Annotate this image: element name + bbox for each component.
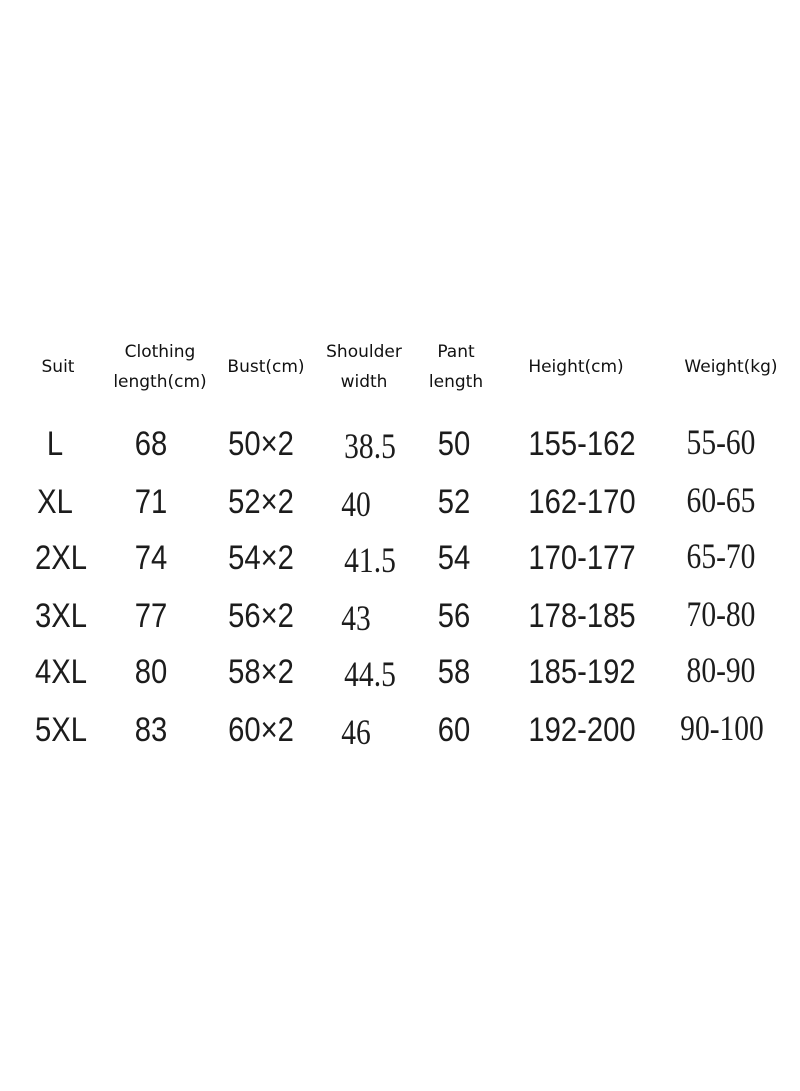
header-shoulder-width-line2: width bbox=[340, 372, 388, 392]
cell-pant-length: 60 bbox=[437, 711, 471, 749]
cell-suit: 2XL bbox=[34, 539, 88, 577]
cell-height: 178-185 bbox=[528, 597, 636, 635]
cell-clothing-length: 83 bbox=[134, 711, 168, 749]
cell-bust: 50×2 bbox=[228, 425, 294, 463]
cell-weight: 55-60 bbox=[686, 422, 756, 462]
cell-clothing-length: 68 bbox=[134, 425, 168, 463]
cell-weight: 65-70 bbox=[686, 536, 756, 576]
cell-suit: 5XL bbox=[34, 711, 88, 749]
cell-bust: 52×2 bbox=[228, 483, 294, 521]
cell-weight: 80-90 bbox=[686, 650, 756, 690]
cell-shoulder-width: 40 bbox=[341, 484, 371, 524]
cell-height: 185-192 bbox=[528, 653, 636, 691]
cell-bust: 60×2 bbox=[228, 711, 294, 749]
header-height-label: Height(cm) bbox=[528, 357, 624, 377]
header-suit-label: Suit bbox=[41, 357, 75, 377]
cell-height: 155-162 bbox=[528, 425, 636, 463]
cell-clothing-length: 74 bbox=[134, 539, 168, 577]
cell-bust: 58×2 bbox=[228, 653, 294, 691]
header-shoulder-width-line1: Shoulder bbox=[326, 342, 402, 362]
cell-suit: L bbox=[46, 425, 64, 463]
cell-pant-length: 50 bbox=[437, 425, 471, 463]
cell-weight: 70-80 bbox=[686, 594, 756, 634]
header-bust-label: Bust(cm) bbox=[227, 357, 305, 377]
cell-shoulder-width: 43 bbox=[341, 598, 371, 638]
cell-clothing-length: 71 bbox=[134, 483, 168, 521]
cell-pant-length: 58 bbox=[437, 653, 471, 691]
cell-pant-length: 52 bbox=[437, 483, 471, 521]
header-clothing-length bbox=[104, 337, 216, 397]
cell-weight: 90-100 bbox=[680, 708, 764, 748]
cell-pant-length: 54 bbox=[437, 539, 471, 577]
cell-height: 192-200 bbox=[528, 711, 636, 749]
header-bust bbox=[218, 352, 314, 382]
header-shoulder-width bbox=[318, 337, 410, 397]
cell-shoulder-width: 41.5 bbox=[344, 540, 396, 580]
cell-bust: 56×2 bbox=[228, 597, 294, 635]
header-clothing-length-line2: length(cm) bbox=[113, 372, 207, 392]
cell-suit: 3XL bbox=[34, 597, 88, 635]
header-height bbox=[518, 352, 634, 382]
cell-shoulder-width: 38.5 bbox=[344, 426, 396, 466]
cell-height: 162-170 bbox=[528, 483, 636, 521]
cell-suit: XL bbox=[37, 483, 73, 521]
cell-height: 170-177 bbox=[528, 539, 636, 577]
header-pant-length bbox=[418, 337, 494, 397]
header-pant-length-line1: Pant bbox=[437, 342, 475, 362]
cell-clothing-length: 80 bbox=[134, 653, 168, 691]
header-weight-label: Weight(kg) bbox=[684, 357, 778, 377]
header-clothing-length-line1: Clothing bbox=[124, 342, 196, 362]
cell-pant-length: 56 bbox=[437, 597, 471, 635]
header-weight bbox=[672, 352, 790, 382]
header-pant-length-line2: length bbox=[428, 372, 484, 392]
cell-shoulder-width: 46 bbox=[341, 712, 371, 752]
cell-clothing-length: 77 bbox=[134, 597, 168, 635]
cell-shoulder-width: 44.5 bbox=[344, 654, 396, 694]
cell-suit: 4XL bbox=[34, 653, 88, 691]
header-suit bbox=[26, 352, 90, 382]
cell-bust: 54×2 bbox=[228, 539, 294, 577]
cell-weight: 60-65 bbox=[686, 480, 756, 520]
